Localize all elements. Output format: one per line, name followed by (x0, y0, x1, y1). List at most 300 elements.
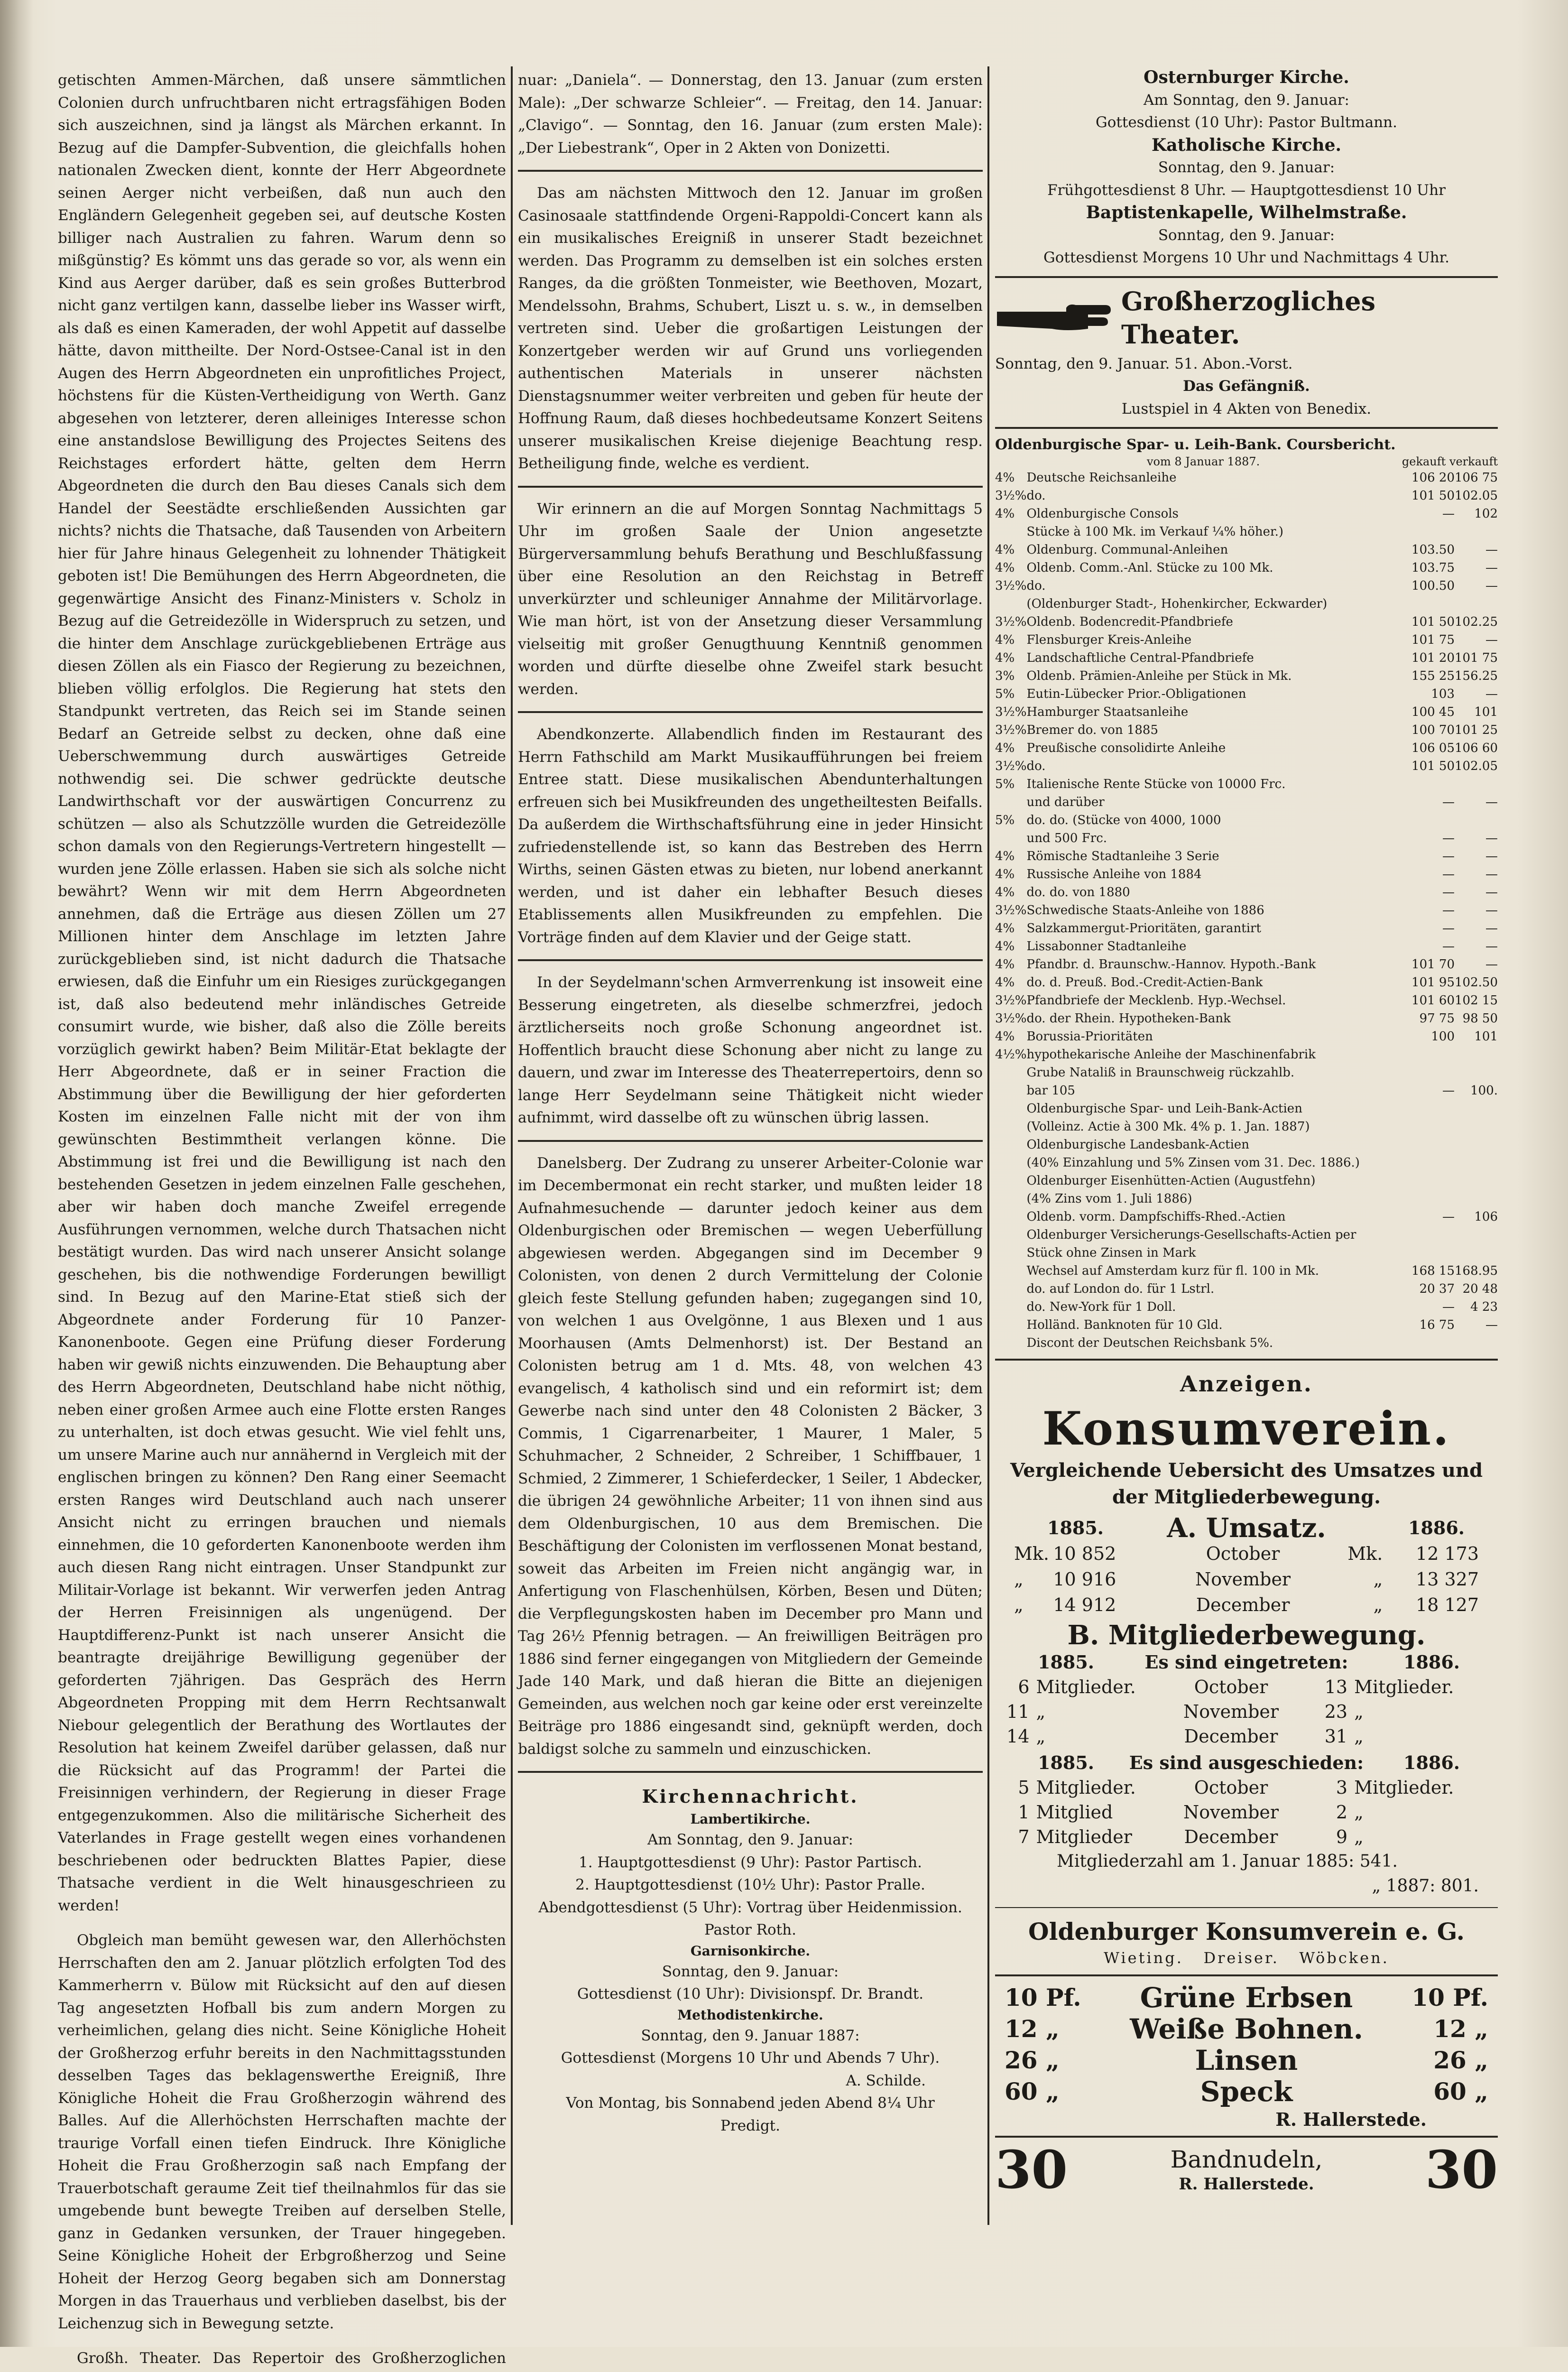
course-description: (40% Einzahlung und 5% Zinsen vom 31. Dec. 1886.) (1026, 1156, 1360, 1170)
course-description: Oldenb. vorm. Dampfschiffs-Rhed.-Actien (1026, 1210, 1286, 1224)
separator (995, 427, 1498, 429)
course-bought: 106 05 (1411, 741, 1455, 755)
course-rate: 3½% (995, 489, 1027, 503)
theater-date: Sonntag, den 9. Januar. 51. Abon.-Vorst. (995, 355, 1293, 372)
course-rate: 3½% (995, 993, 1027, 1008)
separator (995, 1974, 1498, 1976)
course-sold (1455, 1064, 1498, 1082)
course-rate (995, 1298, 1026, 1316)
course-description: Oldenburg. Communal-Anleihen (1026, 543, 1228, 557)
course-description: Oldenburgische Spar- und Leih-Bank-Actien (1026, 1102, 1302, 1116)
course-sold: — (1485, 831, 1498, 845)
price-row (995, 2045, 1498, 2076)
article-theater-continued: nuar: „Daniela“. — Donnerstag, den 13. Januar (zum ersten Male): „Der schwarze Schleier“. — Freitag, den 14. Januar: „Clavigo“. — Sonntag, den 16. Januar (zum ersten Male): „Der Liebestrank“, Oper in 2 Akten von Donizetti. (518, 72, 983, 157)
course-row (995, 523, 1498, 541)
course-description: (Volleinz. Actie à 300 Mk. 4% p. 1. Jan. 1887) (1026, 1120, 1310, 1134)
course-bought (1411, 1190, 1455, 1208)
price-right: 26 „ (1433, 2046, 1488, 2074)
membership-row (995, 1675, 1498, 1699)
osternburg-date: Am Sonntag, den 9. Januar: (1144, 91, 1349, 109)
course-rate: 3½% (995, 579, 1027, 593)
course-rate (995, 1064, 1026, 1082)
course-row (995, 1316, 1498, 1334)
course-rate: 5% (995, 687, 1015, 701)
course-description: Eutin-Lübecker Prior.-Obligationen (1026, 687, 1246, 701)
lamberti-service-2: 2. Hauptgottesdienst (10½ Uhr): Pastor Pralle. (575, 1876, 925, 1893)
membership-row (995, 1699, 1498, 1724)
course-bought: — (1442, 939, 1455, 954)
course-bought: 97 75 (1419, 1011, 1455, 1026)
course-bought: 168 15 (1411, 1264, 1455, 1278)
course-row (995, 1208, 1498, 1226)
lamberti-date: Am Sonntag, den 9. Januar: (647, 1831, 853, 1848)
course-bought (1411, 775, 1455, 793)
course-row (995, 1046, 1498, 1064)
course-bought (1411, 1244, 1455, 1262)
course-description: bar 105 (1026, 1084, 1075, 1098)
course-rate: 3½% (995, 723, 1027, 737)
column-rule-2 (987, 66, 989, 2225)
course-row (995, 739, 1498, 757)
course-rate (995, 1118, 1026, 1136)
methodist-predigt: Predigt. (720, 2117, 780, 2134)
course-sold: — (1485, 867, 1498, 881)
column-header-sold: verkauft (1449, 455, 1498, 468)
course-sold (1455, 1136, 1498, 1154)
course-report-title: Oldenburgische Spar- u. Leih-Bank. Coursbericht. (995, 436, 1396, 453)
course-row (995, 919, 1498, 937)
konsumverein-footer: Oldenburger Konsumverein e. G. (1028, 1918, 1465, 1946)
course-sold: — (1485, 579, 1498, 593)
theater-play: Das Gefängniß. (1183, 378, 1310, 395)
membership-label-1886: Mitglieder. (1354, 1777, 1454, 1798)
course-rate (995, 1316, 1026, 1334)
course-sold (1455, 1190, 1498, 1208)
membership-count-1885: 7 (1018, 1826, 1030, 1847)
methodist-preacher: A. Schilde. (846, 2072, 926, 2089)
article-abendkonzerte: Abendkonzerte. Allabendlich finden im Restaurant des Herrn Fathschild am Markt Musikaufführungen bei freiem Entree statt. Diese musikalischen Abendunterhaltungen erfreuen sich bei Musikfreunden des ungetheiltesten Beifalls. Da außerdem die Wirthschaftsführung eine in jeder Hinsicht zufriedenstellende ist, so kann das Bestreben des Herrn Wirths, seinen Gästen etwas zu bieten, nur lobend anerkannt werden, und ist daher ein lebhafter Besuch dieses Etablissements allen Musikfreunden zu empfehlen. Die Vorträge finden auf dem Klavier und der Geige statt. (518, 726, 983, 946)
course-row (995, 595, 1498, 613)
membership-label-1885: Mitglieder (1036, 1826, 1132, 1847)
price-item: Grüne Erbsen (1140, 1982, 1353, 2014)
column-3 (995, 66, 1498, 2230)
methodist-title: Methodistenkirche. (677, 2007, 823, 2023)
membership-label-1885: Mitglieder. (1036, 1677, 1136, 1697)
course-row (995, 1154, 1498, 1172)
course-rate (995, 1208, 1026, 1226)
turnover-row (995, 1541, 1498, 1566)
course-description: do. New-York für 1 Doll. (1026, 1300, 1176, 1314)
methodist-date: Sonntag, den 9. Januar 1887: (641, 2027, 860, 2044)
article-concert: Das am nächsten Mittwoch den 12. Januar im großen Casinosaale stattfindende Orgeni-Rappoldi-Concert kann als ein musikalisches Ereigniß in unserer Stadt bezeichnet werden. Das Programm zu demselben ist ein solches ersten Ranges, da die größten Tonmeister, wie Beethoven, Mozart, Mendelssohn, Brahms, Schubert, Liszt u. s. w., in demselben vertreten sind. Ueber die großartigen Leistungen der Konzertgeber werden wir auf Grund uns vorliegenden authentischen Materials in unserer nächsten Dienstagsnummer weiter verbreiten und geben für heute der Hoffnung Raum, daß dieses hochbedeutsame Konzert Seitens unserer musikalischen Kreise diejenige Beachtung resp. Betheiligung finde, welche es verdient. (518, 185, 983, 472)
course-row (995, 973, 1498, 991)
joined-year-1886: 1886. (1403, 1651, 1460, 1673)
course-row (995, 631, 1498, 649)
separator (995, 1359, 1498, 1361)
membership-count-1885: 5 (1018, 1777, 1030, 1798)
course-description: Grube Nataliß in Braunschweig rückzahlb. (1026, 1066, 1295, 1080)
osternburg-service: Gottesdienst (10 Uhr): Pastor Bultmann. (1095, 114, 1397, 131)
price-row (995, 2076, 1498, 2107)
membership-month: October (1194, 1677, 1268, 1697)
course-sold (1455, 1046, 1498, 1064)
course-rate: 4% (995, 1029, 1015, 1044)
course-description: Oldenb. Bodencredit-Pfandbriefe (1026, 615, 1233, 629)
course-row (995, 1118, 1498, 1136)
membership-heading: B. Mitgliederbewegung. (1067, 1620, 1426, 1651)
membership-left-table (995, 1775, 1498, 1849)
membership-count-1886: 23 (1324, 1701, 1348, 1722)
column-header-bought: gekauft (1402, 455, 1446, 468)
course-bought: 106 20 (1411, 471, 1455, 485)
course-sold: 101 75 (1455, 651, 1498, 665)
course-sold (1455, 1100, 1498, 1118)
course-rate (995, 1172, 1026, 1190)
catholic-service: Frühgottesdienst 8 Uhr. — Hauptgottesdienst 10 Uhr (1047, 181, 1446, 199)
course-description: Russische Anleihe von 1884 (1026, 867, 1202, 881)
course-sold: — (1485, 687, 1498, 701)
membership-month: November (1183, 1701, 1279, 1722)
course-row (995, 1172, 1498, 1190)
price-item: Speck (1200, 2076, 1293, 2108)
course-bought: — (1442, 921, 1455, 936)
theater-title: Großherzogliches Theater. (1121, 286, 1376, 350)
turnover-heading: A. Umsatz. (1167, 1512, 1326, 1544)
membership-left-header (995, 1751, 1498, 1775)
course-sold: — (1485, 921, 1498, 936)
course-row (995, 757, 1498, 775)
course-bought: 16 75 (1419, 1318, 1455, 1332)
course-bought: 103.75 (1411, 561, 1455, 575)
course-bought: 101 75 (1411, 633, 1455, 647)
course-rate: 4% (995, 651, 1015, 665)
course-row (995, 1244, 1498, 1262)
course-row (995, 1136, 1498, 1154)
garnison-service: Gottesdienst (10 Uhr): Divisionspf. Dr. Brandt. (577, 1985, 924, 2002)
course-sold: 4 23 (1470, 1300, 1498, 1314)
turnover-value-1886: 18 127 (1416, 1594, 1479, 1615)
course-bought: 103 (1431, 687, 1455, 701)
membership-label-1885: Mitglied (1036, 1802, 1113, 1823)
course-sold: — (1485, 561, 1498, 575)
membership-count-1885: 14 (1006, 1726, 1030, 1747)
konsumverein-board-names: Wieting. Dreiser. Wöbcken. (1104, 1949, 1389, 1967)
course-sold: 102 (1474, 507, 1498, 521)
course-rate (995, 1190, 1026, 1208)
course-sold: — (1485, 849, 1498, 863)
course-rate (995, 1334, 1026, 1352)
course-row (995, 721, 1498, 739)
osternburg-title: Osternburger Kirche. (1144, 67, 1349, 87)
course-description: do. do. von 1880 (1026, 885, 1130, 899)
course-rate: 4% (995, 741, 1015, 755)
course-sold: — (1485, 543, 1498, 557)
course-rate (995, 523, 1026, 541)
course-description: Flensburger Kreis-Anleihe (1026, 633, 1192, 647)
course-row (995, 1010, 1498, 1028)
course-description: und darüber (1026, 795, 1105, 809)
separator (995, 276, 1498, 278)
course-row (995, 937, 1498, 955)
bandnudeln-item: Bandnudeln, (1170, 2146, 1323, 2173)
turnover-currency-1885: „ (1014, 1594, 1024, 1615)
course-sold: — (1485, 939, 1498, 954)
bandnudeln-price-left: 30 (995, 2139, 1068, 2200)
course-report (995, 435, 1498, 1352)
price-left: 26 „ (1005, 2046, 1060, 2074)
course-bought: — (1442, 507, 1455, 521)
turnover-value-1886: 12 173 (1416, 1543, 1479, 1564)
course-row (995, 1064, 1498, 1082)
course-bought: 101 50 (1411, 489, 1455, 503)
course-rate: 4% (995, 939, 1015, 954)
course-row (995, 1298, 1498, 1316)
osternburg-church (995, 66, 1498, 269)
course-description: do. (1026, 489, 1046, 503)
membership-total-1887: „ 1887: 801. (1372, 1876, 1479, 1896)
course-bought: 20 37 (1419, 1282, 1455, 1296)
course-bought: — (1442, 1084, 1455, 1098)
membership-month: October (1194, 1777, 1268, 1798)
course-sold (1455, 775, 1498, 793)
advertisements-heading: Anzeigen. (1180, 1371, 1313, 1397)
course-row (995, 1190, 1498, 1208)
course-bought: 101 50 (1411, 759, 1455, 773)
course-rate: 4½% (995, 1047, 1027, 1062)
course-bought: 100 70 (1411, 723, 1455, 737)
course-row (995, 811, 1498, 829)
course-description: Römische Stadtanleihe 3 Serie (1026, 849, 1219, 863)
course-bought (1411, 523, 1455, 541)
course-sold (1455, 1244, 1498, 1262)
course-sold: — (1485, 795, 1498, 809)
price-left: 60 „ (1005, 2077, 1060, 2105)
catholic-date: Sonntag, den 9. Januar: (1158, 159, 1335, 176)
course-row (995, 649, 1498, 667)
membership-count-1885: 1 (1018, 1802, 1030, 1823)
course-sold: 101 (1474, 1029, 1498, 1044)
membership-count-1885: 6 (1018, 1677, 1030, 1697)
course-rate (995, 595, 1026, 613)
membership-row (995, 1724, 1498, 1749)
course-bought: 100 45 (1411, 705, 1455, 719)
course-row (995, 1028, 1498, 1046)
course-bought: 103.50 (1411, 543, 1455, 557)
turnover-value-1886: 13 327 (1416, 1569, 1479, 1590)
course-bought: — (1442, 1210, 1455, 1224)
course-sold: 106 75 (1455, 471, 1498, 485)
course-row (995, 883, 1498, 901)
course-row (995, 865, 1498, 883)
course-bought (1411, 1046, 1455, 1064)
turnover-year-1885: 1885. (1047, 1517, 1104, 1538)
separator (518, 711, 983, 713)
membership-label-1886: „ (1354, 1726, 1364, 1747)
course-bought (1411, 1334, 1455, 1352)
course-rate: 3½% (995, 615, 1027, 629)
course-rate: 4% (995, 561, 1015, 575)
course-row (995, 1280, 1498, 1298)
course-description: Bremer do. von 1885 (1026, 723, 1158, 737)
course-rate: 4% (995, 849, 1015, 863)
course-rate: 4% (995, 471, 1015, 485)
price-row (995, 2013, 1498, 2045)
price-left: 10 Pf. (1005, 1983, 1081, 2011)
course-rate (995, 1226, 1026, 1244)
binding-shadow (0, 0, 33, 2347)
turnover-month: November (1195, 1569, 1291, 1590)
course-sold: — (1485, 1318, 1498, 1332)
turnover-year-1886: 1886. (1408, 1517, 1465, 1538)
course-description: Pfandbr. d. Braunschw.-Hannov. Hypoth.-Bank (1026, 957, 1316, 972)
course-row (995, 901, 1498, 919)
course-description: hypothekarische Anleihe der Maschinenfabrik (1026, 1047, 1316, 1062)
course-bought: — (1442, 1300, 1455, 1314)
course-row (995, 667, 1498, 685)
course-rate (995, 1136, 1026, 1154)
course-row (995, 1226, 1498, 1244)
membership-row (995, 1800, 1498, 1825)
course-row (995, 1334, 1498, 1352)
course-row (995, 703, 1498, 721)
church-notices (518, 1783, 983, 2137)
methodist-service: Gottesdienst (Morgens 10 Uhr und Abends 7 Uhr). (561, 2049, 940, 2066)
course-row (995, 559, 1498, 577)
course-description: Oldenb. Comm.-Anl. Stücke zu 100 Mk. (1026, 561, 1273, 575)
course-bought (1411, 1136, 1455, 1154)
course-sold: 106 (1474, 1210, 1498, 1224)
membership-count-1886: 13 (1324, 1677, 1348, 1697)
course-description: Oldenburger Versicherungs-Gesellschafts-Actien per (1026, 1228, 1356, 1242)
course-description: Lissabonner Stadtanleihe (1026, 939, 1187, 954)
course-description: do. auf London do. für 1 Lstrl. (1026, 1282, 1215, 1296)
course-rate: 3½% (995, 1011, 1027, 1026)
course-sold: 20 48 (1462, 1282, 1498, 1296)
course-description: Holländ. Banknoten für 10 Gld. (1026, 1318, 1223, 1332)
course-sold: 102.50 (1455, 975, 1498, 990)
konsumverein-title: Konsumverein. (1042, 1402, 1451, 1455)
course-rate: 4% (995, 957, 1015, 972)
course-rate: 4% (995, 507, 1015, 521)
course-description: Hamburger Staatsanleihe (1026, 705, 1189, 719)
price-right: 12 „ (1433, 2015, 1488, 2043)
course-rate: 5% (995, 813, 1015, 827)
course-description: Schwedische Staats-Anleihe von 1886 (1026, 903, 1264, 917)
course-bought: 101 70 (1411, 957, 1455, 972)
course-sold: — (1485, 633, 1498, 647)
course-rate (995, 829, 1026, 847)
membership-label-1886: „ (1354, 1802, 1364, 1823)
article-armverrenkung: In der Seydelmann'schen Armverrenkung ist insoweit eine Besserung eingetreten, als dieselbe schmerzfrei, jedoch ärztlicherseits noch große Schonung angeordnet ist. Hoffentlich braucht diese Schonung aber nicht zu lange zu dauern, und zwar im Interesse des Theaterrepertoirs, denn so lange Herr Seydelmann seine Thätigkeit nicht wieder aufnimmt, wird dasselbe oft zu wünschen übrig lassen. (518, 974, 983, 1126)
column-1 (58, 69, 506, 2367)
course-sold: 102 15 (1455, 993, 1498, 1008)
course-bought: — (1442, 903, 1455, 917)
membership-count-1886: 9 (1336, 1826, 1348, 1847)
course-description: Stücke à 100 Mk. im Verkauf ¼% höher.) (1026, 525, 1283, 539)
turnover-row (995, 1566, 1498, 1592)
membership-label-1886: Mitglieder. (1354, 1677, 1454, 1697)
catholic-title: Katholische Kirche. (1151, 135, 1342, 155)
course-sold (1455, 1334, 1498, 1352)
course-rate: 3½% (995, 903, 1027, 917)
course-row (995, 505, 1498, 523)
pointing-hand-icon (995, 301, 1114, 334)
left-year-1885: 1885. (1038, 1752, 1094, 1773)
joined-heading: Es sind eingetreten: (1144, 1651, 1348, 1673)
course-table (995, 469, 1498, 1352)
course-description: Landschaftliche Central-Pfandbriefe (1026, 651, 1254, 665)
lamberti-pastor: Pastor Roth. (704, 1921, 796, 1938)
course-row (995, 847, 1498, 865)
column-rule-1 (511, 66, 513, 2225)
course-rate (995, 1154, 1026, 1172)
garnison-title: Garnisonkirche. (690, 1943, 811, 1959)
membership-total-1885: Mitgliederzahl am 1. Januar 1885: 541. (1057, 1852, 1398, 1871)
course-description: do. der Rhein. Hypotheken-Bank (1026, 1011, 1231, 1026)
course-rate (995, 1262, 1026, 1280)
turnover-row (995, 1592, 1498, 1618)
baptist-service: Gottesdienst Morgens 10 Uhr und Nachmittags 4 Uhr. (1043, 249, 1449, 266)
course-description: do. (1026, 759, 1046, 773)
course-sold (1455, 523, 1498, 541)
course-sold: — (1485, 885, 1498, 899)
article-buergerversammlung: Wir erinnern an die auf Morgen Sonntag Nachmittags 5 Uhr im großen Saale der Union angesetzte Bürgerversammlung behufs Berathung und Beschlußfassung über eine Resolution an den Reichstag in Betreff unverkürzter und schleuniger Annahme der Militärvorlage. Wie man hört, ist von der Ansetzung dieser Versammlung vielseitig mit großer Genugthuung Kenntniß genommen worden und dürfte dieselbe ohne Zweifel stark besucht werden. (518, 500, 983, 698)
course-description: (Oldenburger Stadt-, Hohenkircher, Eckwarder) (1026, 597, 1328, 611)
course-bought: — (1442, 885, 1455, 899)
article-theater-repertoir: Großh. Theater. Das Repertoir des Großherzoglichen (77, 2350, 506, 2367)
membership-label-1885: „ (1036, 1726, 1046, 1747)
course-rate: 3½% (995, 759, 1027, 773)
course-bought: 100 (1431, 1029, 1455, 1044)
course-bought: 101 60 (1411, 993, 1455, 1008)
turnover-table (995, 1512, 1498, 1544)
course-description: Oldenburgische Landesbank-Actien (1026, 1138, 1250, 1152)
course-sold: 106 60 (1455, 741, 1498, 755)
course-bought (1411, 1154, 1455, 1172)
course-description: Discont der Deutschen Reichsbank 5%. (1026, 1336, 1273, 1350)
price-left: 12 „ (1005, 2015, 1060, 2043)
course-bought: 100.50 (1411, 579, 1455, 593)
turnover-currency-1886: „ (1373, 1594, 1383, 1615)
turnover-currency-1886: „ (1373, 1569, 1383, 1590)
course-row (995, 469, 1498, 487)
turnover-value-1885: 10 852 (1053, 1543, 1116, 1564)
konsumverein-subtitle: Vergleichende Uebersicht des Umsatzes und der Mitgliederbewegung. (1010, 1459, 1483, 1508)
membership-row (995, 1825, 1498, 1849)
membership-month: December (1184, 1826, 1278, 1847)
course-sold: 102.05 (1455, 489, 1498, 503)
left-heading: Es sind ausgeschieden: (1129, 1752, 1364, 1773)
course-rate: 4% (995, 633, 1015, 647)
course-row (995, 487, 1498, 505)
course-description: Oldenburger Eisenhütten-Actien (Augustfehn) (1026, 1174, 1316, 1188)
course-sold (1455, 1226, 1498, 1244)
price-right: 60 „ (1433, 2077, 1488, 2105)
course-rate: 4% (995, 975, 1015, 990)
price-list-firm: R. Hallerstede. (1275, 2109, 1427, 2130)
course-rate: 4% (995, 921, 1015, 936)
turnover-month: December (1196, 1594, 1290, 1615)
course-sold (1455, 1172, 1498, 1190)
course-row (995, 685, 1498, 703)
advertisements (995, 1367, 1498, 2198)
separator (995, 1907, 1498, 1908)
course-row (995, 613, 1498, 631)
course-bought (1411, 1172, 1455, 1190)
membership-label-1885: „ (1036, 1701, 1046, 1722)
course-rate: 4% (995, 867, 1015, 881)
joined-year-1885: 1885. (1038, 1651, 1094, 1673)
